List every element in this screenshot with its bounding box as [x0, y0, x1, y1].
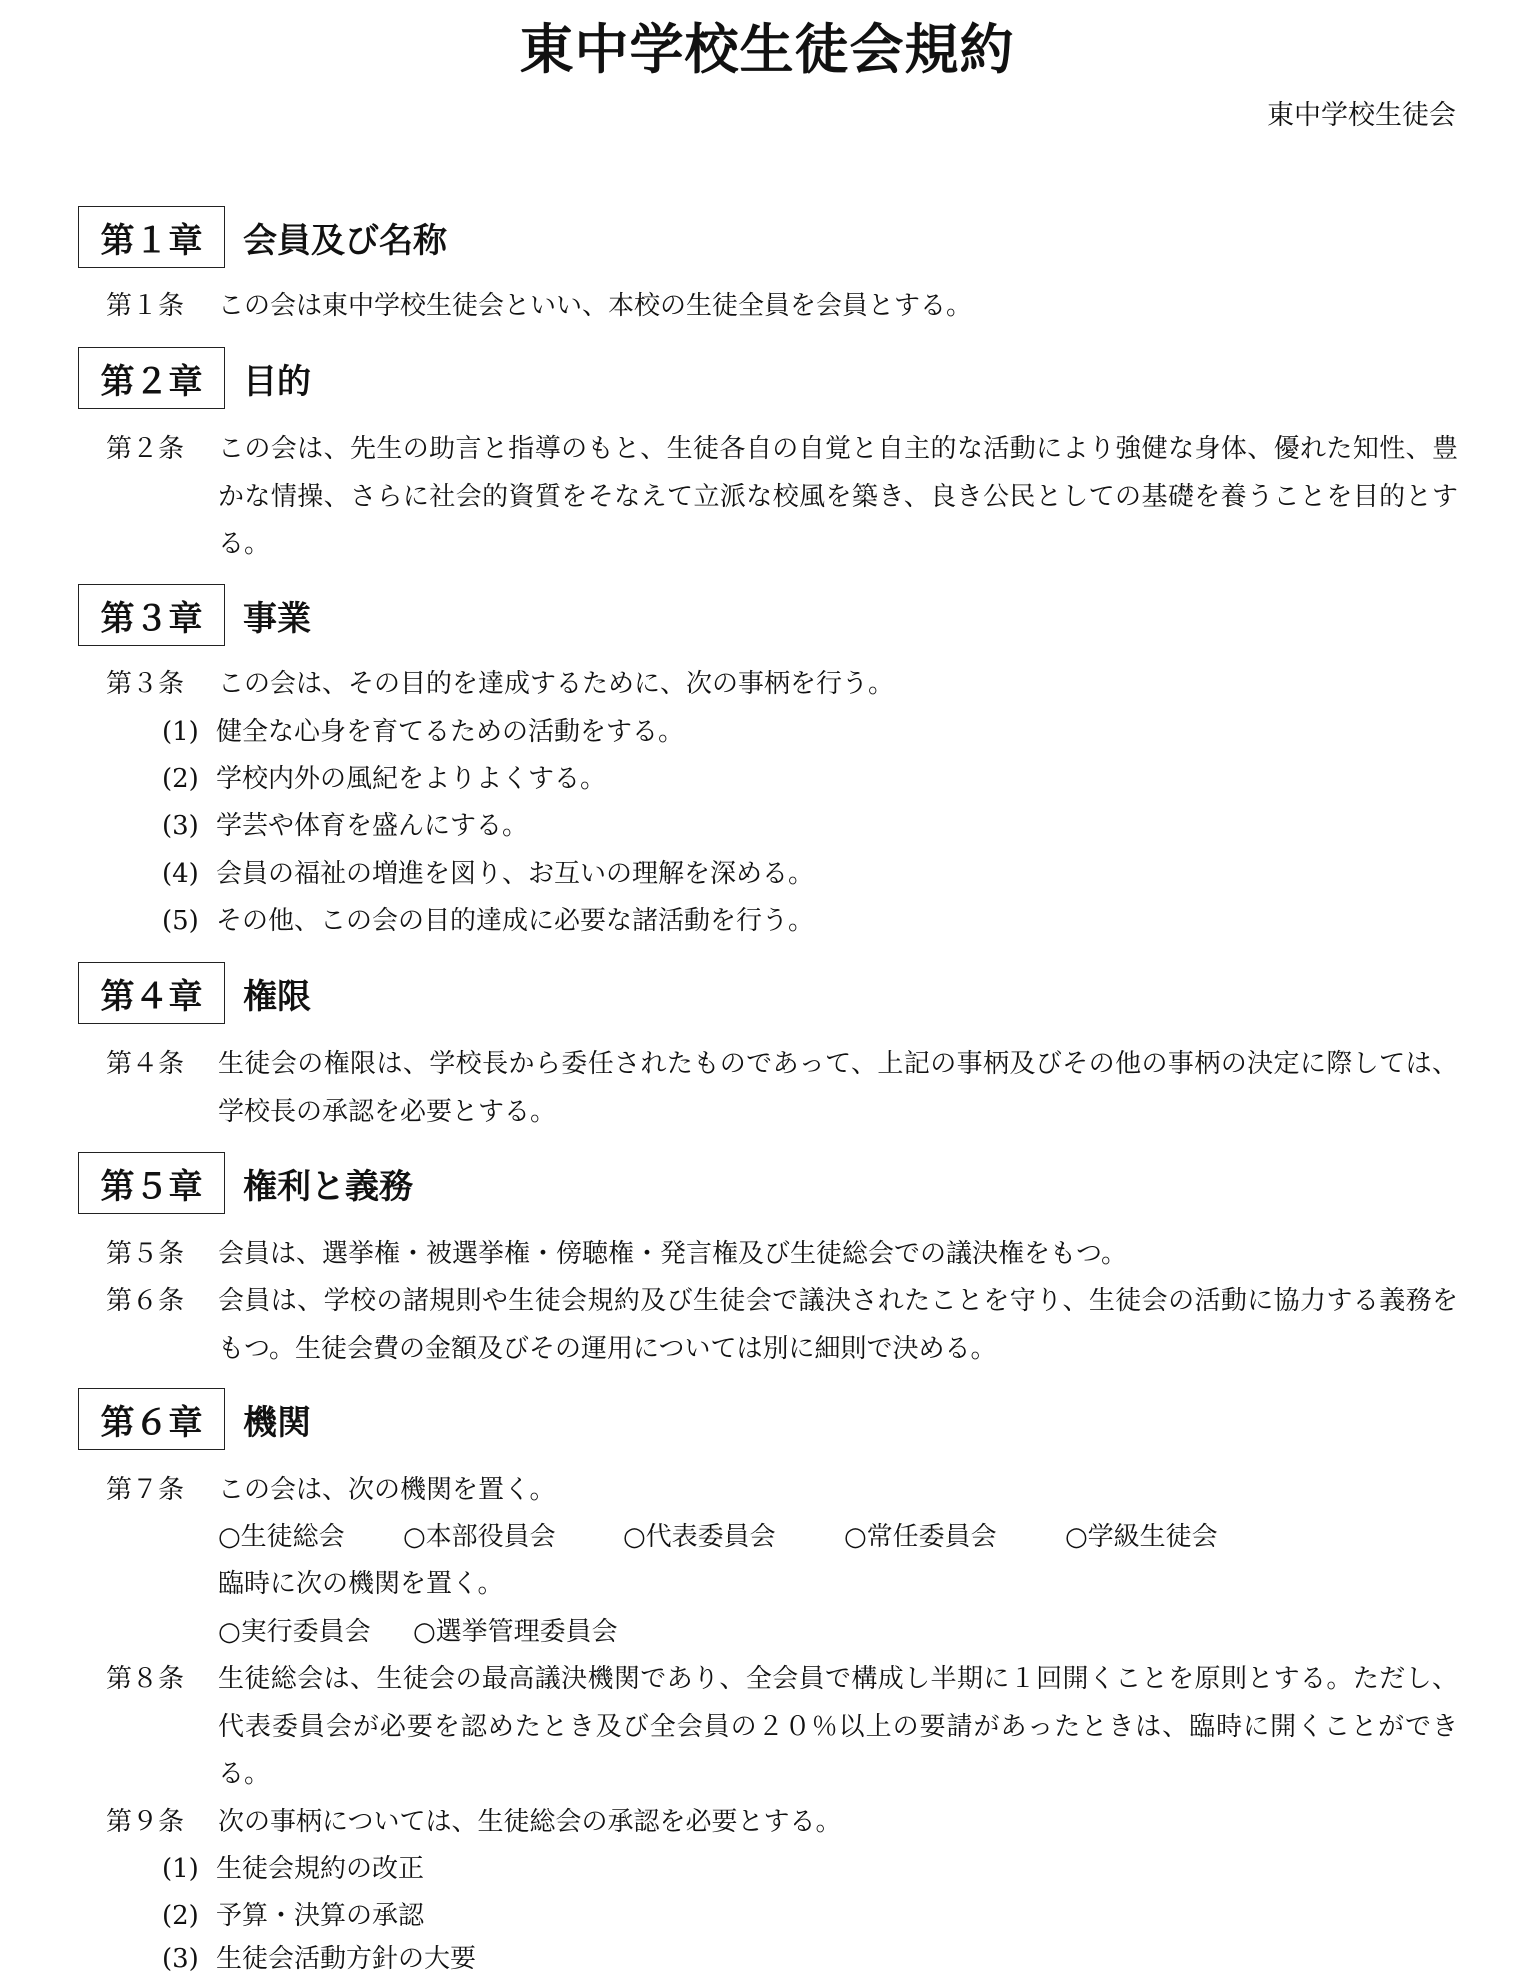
item-text: 学校内外の風紀をよりよくする。	[216, 764, 607, 794]
article	[106, 661, 1458, 709]
article	[106, 1467, 1458, 1515]
organ-item: ○実行委員会	[218, 1617, 371, 1647]
item-text: 学芸や体育を盛んにする。	[216, 811, 529, 841]
chapter-title: 事業	[243, 598, 311, 639]
list-item	[162, 1936, 476, 1984]
chapter-heading	[78, 1388, 311, 1450]
article	[106, 1278, 1458, 1373]
item-text: 会員の福祉の増進を図り、お互いの理解を深める。	[216, 859, 815, 889]
article-text: 生徒会の権限は、学校長から委任されたものであって、上記の事柄及びその他の事柄の決定に際しては、学校長の承認を必要とする。	[218, 1049, 1458, 1127]
article-label: 第１条	[106, 291, 185, 321]
chapter-heading	[78, 584, 311, 646]
item-text: 健全な心身を育てるための活動をする。	[216, 717, 685, 747]
list-item	[162, 1846, 424, 1894]
organ-list	[218, 1514, 1218, 1562]
chapter-heading	[78, 962, 311, 1024]
item-number: (1)	[162, 717, 199, 747]
article-text: この会は東中学校生徒会といい、本校の生徒全員を会員とする。	[218, 291, 973, 321]
item-number: (1)	[162, 1854, 199, 1884]
chapter-title: 権限	[243, 976, 311, 1017]
chapter-label: 第４章	[78, 962, 225, 1024]
article	[106, 1799, 1458, 1847]
article-label: 第６条	[106, 1286, 185, 1316]
article-label: 第４条	[106, 1049, 185, 1079]
article-text: この会は、次の機関を置く。	[218, 1475, 556, 1505]
article-text: 会員は、選挙権・被選挙権・傍聴権・発言権及び生徒総会での議決権をもつ。	[218, 1239, 1127, 1269]
item-number: (2)	[162, 764, 199, 794]
chapter-heading	[78, 1152, 413, 1214]
chapter-title: 権利と義務	[243, 1166, 413, 1207]
article-label: 第９条	[106, 1807, 185, 1837]
temporary-organs-intro: 臨時に次の機関を置く。	[218, 1569, 504, 1599]
list-item	[162, 1893, 424, 1941]
organ-item: ○代表委員会	[623, 1522, 776, 1552]
organ-item: ○本部役員会	[403, 1522, 556, 1552]
article-text: 次の事柄については、生徒総会の承認を必要とする。	[218, 1807, 842, 1837]
chapter-title: 目的	[243, 361, 311, 402]
chapter-label: 第５章	[78, 1152, 225, 1214]
article-text: この会は、先生の助言と指導のもと、生徒各自の自覚と自主的な活動により強健な身体、優れた知性、豊かな情操、さらに社会的資質をそなえて立派な校風を築き、良き公民としての基礎を養うことを目的とする。	[218, 434, 1458, 559]
document-author: 東中学校生徒会	[1267, 100, 1456, 131]
organ-item: ○常任委員会	[844, 1522, 997, 1552]
item-text: その他、この会の目的達成に必要な諸活動を行う。	[216, 906, 815, 936]
article-text: 会員は、学校の諸規則や生徒会規約及び生徒会で議決されたことを守り、生徒会の活動に協力する義務をもつ。生徒会費の金額及びその運用については別に細則で決める。	[218, 1286, 1458, 1364]
article-label: 第２条	[106, 434, 185, 464]
item-text: 生徒会活動方針の大要	[216, 1944, 477, 1974]
item-text: 生徒会規約の改正	[216, 1854, 425, 1884]
article	[106, 283, 1458, 331]
organ-item: ○生徒総会	[218, 1522, 345, 1552]
chapter-heading	[78, 206, 447, 268]
chapter-label: 第３章	[78, 584, 225, 646]
chapter-label: 第１章	[78, 206, 225, 268]
list-item	[162, 756, 606, 804]
article-label: 第８条	[106, 1664, 185, 1694]
item-number: (3)	[162, 811, 199, 841]
item-number: (4)	[162, 859, 199, 889]
temporary-organ-list	[218, 1609, 618, 1657]
chapter-title: 会員及び名称	[243, 220, 447, 261]
article	[106, 426, 1458, 569]
article-text: この会は、その目的を達成するために、次の事柄を行う。	[218, 669, 895, 699]
article	[106, 1041, 1458, 1136]
item-number: (5)	[162, 906, 199, 936]
list-item	[162, 851, 814, 899]
document-title: 東中学校生徒会規約	[519, 17, 1015, 81]
organ-item: ○選挙管理委員会	[413, 1617, 618, 1647]
item-number: (3)	[162, 1944, 199, 1974]
chapter-heading	[78, 347, 311, 409]
organ-item: ○学級生徒会	[1065, 1522, 1218, 1552]
article-label: 第３条	[106, 669, 185, 699]
item-number: (2)	[162, 1901, 199, 1931]
article	[106, 1656, 1458, 1799]
chapter-label: 第６章	[78, 1388, 225, 1450]
article	[106, 1231, 1458, 1279]
article-text: 生徒総会は、生徒会の最高議決機関であり、全会員で構成し半期に１回開くことを原則とする。ただし、代表委員会が必要を認めたとき及び全会員の２０％以上の要請があったときは、臨時に開くことができる。	[218, 1664, 1458, 1789]
chapter-title: 機関	[243, 1402, 311, 1443]
chapter-label: 第２章	[78, 347, 225, 409]
list-item	[162, 898, 814, 946]
list-item	[162, 709, 684, 757]
article-label: 第５条	[106, 1239, 185, 1269]
item-text: 予算・決算の承認	[216, 1901, 425, 1931]
list-item	[162, 803, 528, 851]
article-label: 第７条	[106, 1475, 185, 1505]
